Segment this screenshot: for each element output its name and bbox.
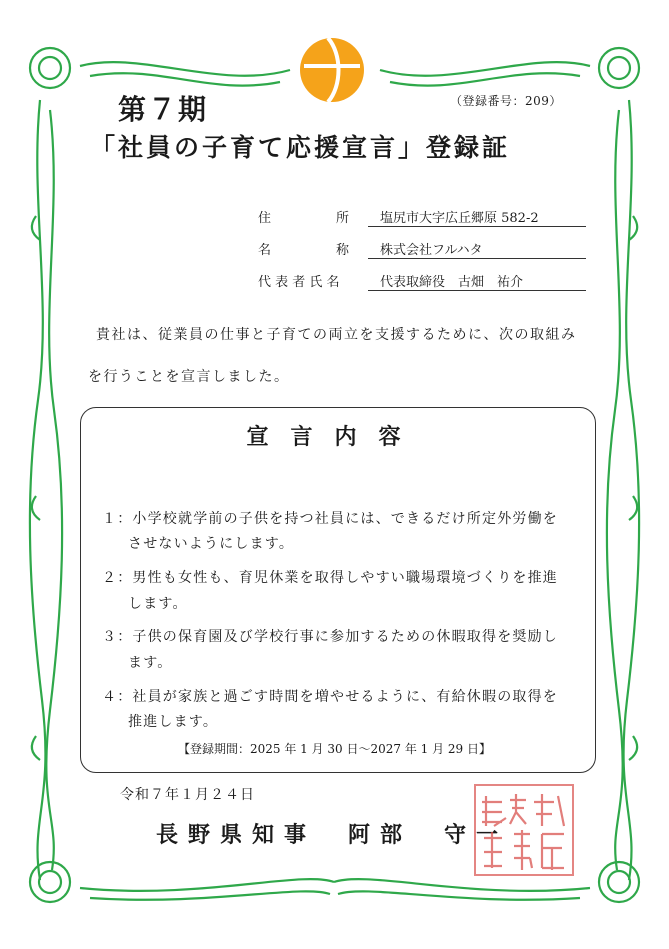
certificate-title: 「社員の子育て応援宣言」登録証 <box>90 133 511 162</box>
company-name-underline <box>368 258 586 259</box>
declaration-item-2-cont: します。 <box>128 596 188 612</box>
address-label: 住 所 <box>258 211 350 226</box>
declaration-item-3: ３：子供の保育園及び学校行事に参加するための休暇取得を奨励し <box>102 629 558 645</box>
declaration-item-2: ２：男性も女性も、育児休業を取得しやすい職場環境づくりを推進 <box>102 570 558 586</box>
intro-line-1: 貴社は、従業員の仕事と子育ての両立を支援するために、次の取組み <box>96 327 577 343</box>
intro-line-2: を行うことを宣言しました。 <box>88 369 290 385</box>
declaration-item-3-cont: ます。 <box>128 655 173 671</box>
official-seal-stamp <box>472 782 576 878</box>
registration-number: （登録番号：209） <box>450 94 562 108</box>
nagano-logo-icon <box>298 36 366 104</box>
term-label: 第７期 <box>118 93 209 126</box>
address-underline <box>368 226 586 227</box>
governor-name: 長野県知事 阿部 守一 <box>156 822 509 848</box>
declaration-item-1-cont: させないようにします。 <box>128 536 295 552</box>
representative-underline <box>368 290 586 291</box>
issue-date: 令和７年１月２４日 <box>120 787 255 803</box>
representative-label: 代 表 者 氏 名 <box>258 275 340 290</box>
representative-value: 代表取締役 古畑 祐介 <box>380 275 524 290</box>
declaration-item-4-cont: 推進します。 <box>128 714 219 730</box>
address-value: 塩尻市大字広丘郷原 582-2 <box>380 211 539 226</box>
declaration-item-4: ４：社員が家族と過ごす時間を増やせるように、有給休暇の取得を <box>102 689 558 705</box>
declaration-heading: 宣言内容 <box>246 424 423 450</box>
company-name-label: 名 称 <box>258 243 350 258</box>
company-name-value: 株式会社フルハタ <box>380 243 483 258</box>
declaration-item-1: １：小学校就学前の子供を持つ社員には、できるだけ所定外労働を <box>102 511 558 527</box>
registration-period: 【登録期間：2025 年 1 月 30 日～2027 年 1 月 29 日】 <box>177 742 492 756</box>
